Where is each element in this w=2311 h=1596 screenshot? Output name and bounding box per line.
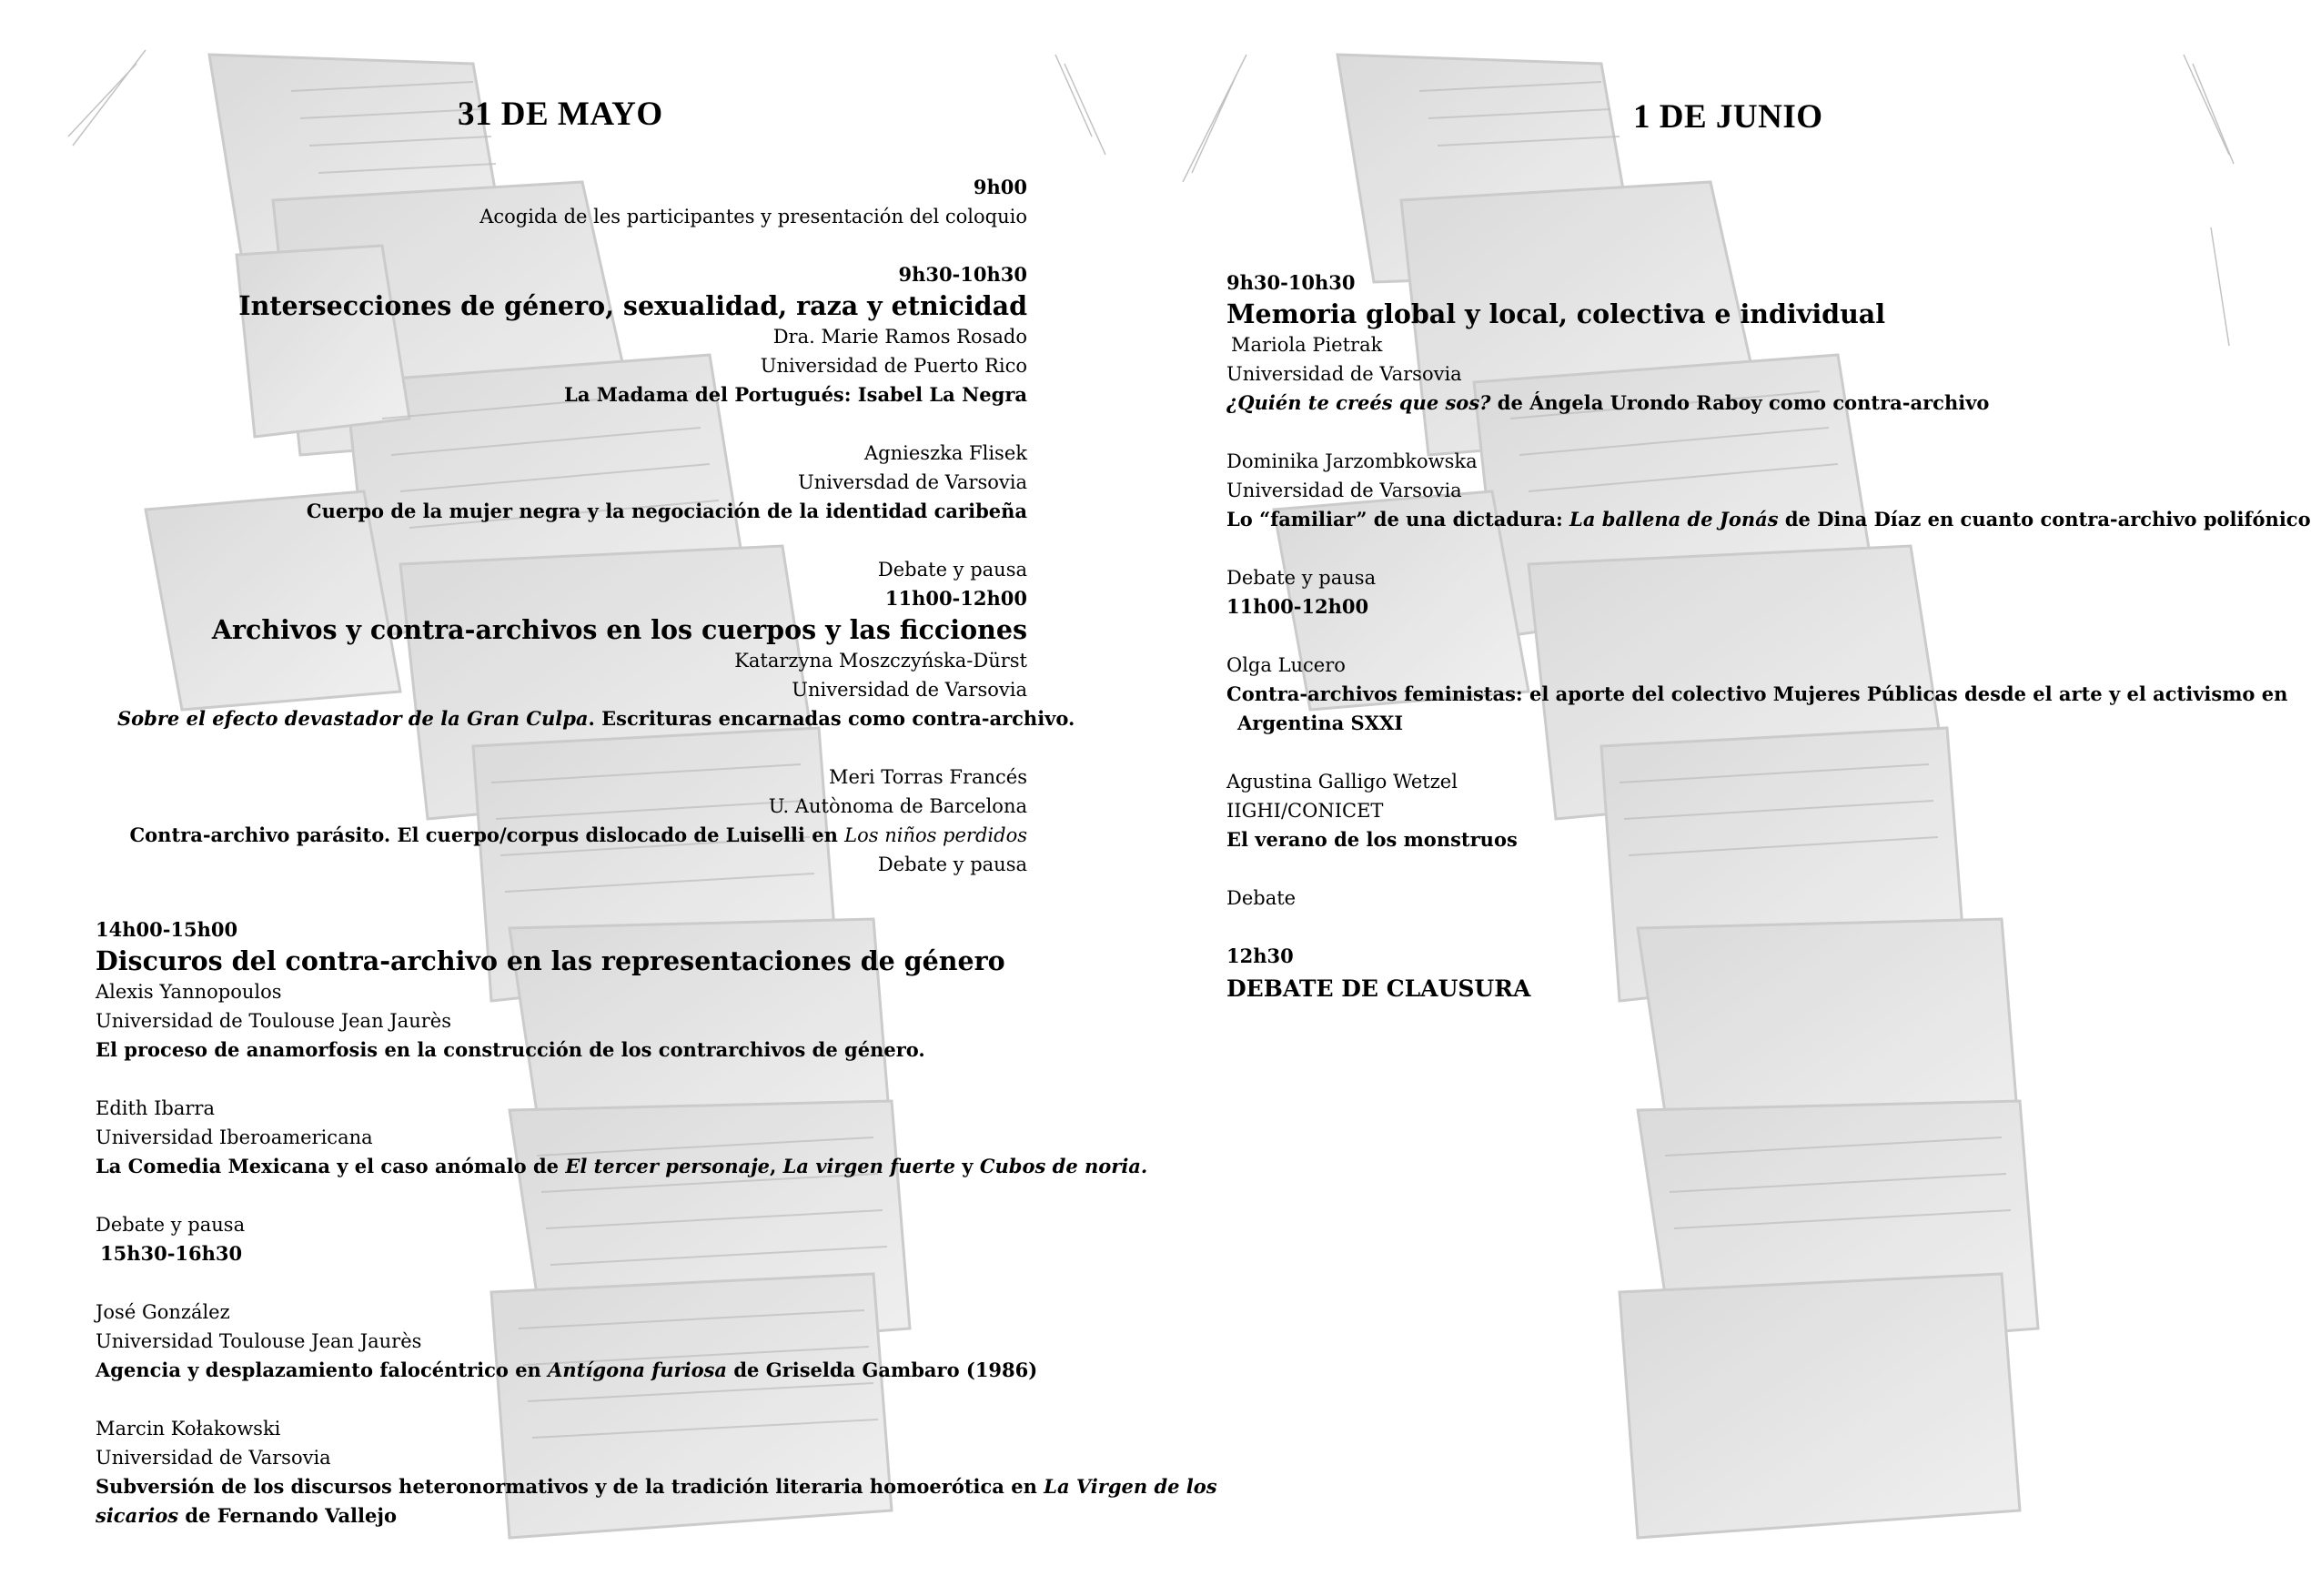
closing-time: 12h30: [1226, 944, 1294, 967]
day2-speaker-4-name: Agustina Galligo Wetzel: [1226, 771, 1458, 793]
session-2-time: 11h00-12h00: [884, 587, 1027, 610]
day2-speaker-1-affiliation: Universidad de Varsovia: [1226, 363, 1462, 385]
day-1-afternoon-block: [96, 915, 1217, 1530]
welcome-time: 9h00: [973, 176, 1027, 198]
day2-session-1-title: Memoria global y local, colectiva e individual: [1226, 298, 1886, 329]
day2-speaker-3-talk-line-2: Argentina SXXI: [1237, 712, 1404, 734]
speaker-8-affiliation: Universidad de Varsovia: [96, 1447, 331, 1469]
session-4-time: 15h30-16h30: [100, 1242, 243, 1265]
speaker-4-affiliation: U. Autònoma de Barcelona: [768, 795, 1027, 817]
day2-break-1: Debate y pausa: [1226, 567, 1377, 589]
speaker-8-talk-line-2: sicarios de Fernando Vallejo: [96, 1504, 397, 1527]
session-1-title: Intersecciones de género, sexualidad, raza y etnicidad: [238, 290, 1027, 321]
session-1-time: 9h30-10h30: [898, 263, 1027, 286]
day-2-block: [1226, 268, 2311, 1007]
day2-session-1-time: 9h30-10h30: [1226, 271, 1356, 294]
speaker-6-name: Edith Ibarra: [96, 1097, 215, 1119]
day-1-title: 31 DE MAYO: [458, 96, 663, 133]
day2-speaker-3-talk-line-1: Contra-archivos feministas: el aporte del colectivo Mujeres Públicas desde el arte y el activismo en: [1226, 682, 2288, 705]
day2-speaker-2-talk: Lo “familiar” de una dictadura: La ballena de Jonás de Dina Díaz en cuanto contra-archivo polifónico: [1226, 508, 2311, 530]
speaker-5-talk: El proceso de anamorfosis en la construcción de los contrarchivos de género.: [96, 1038, 925, 1061]
day-1-morning-block: [117, 173, 1075, 879]
speaker-1-talk: La Madama del Portugués: Isabel La Negra: [564, 383, 1027, 406]
speaker-6-affiliation: Universidad Iberoamericana: [96, 1126, 373, 1148]
speaker-7-talk: Agencia y desplazamiento falocéntrico en Antígona furiosa de Griselda Gambaro (1986): [96, 1359, 1038, 1381]
day-2-title: 1 DE JUNIO: [1633, 98, 1823, 136]
day2-speaker-1-name: Mariola Pietrak: [1231, 334, 1383, 356]
speaker-3-affiliation: Universidad de Varsovia: [792, 679, 1027, 701]
day2-session-2-time: 11h00-12h00: [1226, 595, 1369, 618]
day2-speaker-4-talk: El verano de los monstruos: [1226, 828, 1518, 851]
break-1: Debate y pausa: [877, 559, 1027, 581]
session-2-title: Archivos y contra-archivos en los cuerpos y las ficciones: [211, 614, 1027, 645]
day2-debate: Debate: [1226, 887, 1297, 909]
speaker-6-talk: La Comedia Mexicana y el caso anómalo de El tercer personaje, La virgen fuerte y Cubos de noria.: [96, 1155, 1148, 1177]
speaker-7-name: José González: [96, 1301, 230, 1323]
day2-speaker-2-name: Dominika Jarzombkowska: [1226, 450, 1478, 472]
day2-speaker-4-affiliation: IIGHI/CONICET: [1226, 800, 1384, 822]
day-2-page: [1128, 0, 2311, 1596]
speaker-5-affiliation: Universidad de Toulouse Jean Jaurès: [96, 1010, 451, 1032]
session-3-time: 14h00-15h00: [96, 918, 238, 941]
speaker-3-name: Katarzyna Moszczyńska-Dürst: [734, 650, 1027, 672]
speaker-7-affiliation: Universidad Toulouse Jean Jaurès: [96, 1330, 422, 1352]
speaker-3-talk: Sobre el efecto devastador de la Gran Culpa. Escrituras encarnadas como contra-archivo.: [117, 707, 1075, 730]
break-3: Debate y pausa: [96, 1214, 246, 1236]
closing-title: DEBATE DE CLAUSURA: [1226, 975, 1531, 1002]
speaker-8-talk-line-1: Subversión de los discursos heteronormativos y de la tradición literaria homoerótica en La Virgen de los: [96, 1475, 1217, 1498]
speaker-4-name: Meri Torras Francés: [828, 766, 1027, 788]
break-2: Debate y pausa: [877, 854, 1027, 875]
speaker-1-name: Dra. Marie Ramos Rosado: [772, 326, 1027, 348]
session-3-title: Discuros del contra-archivo en las representaciones de género: [96, 945, 1005, 976]
speaker-2-affiliation: Universdad de Varsovia: [798, 471, 1027, 493]
speaker-1-affiliation: Universidad de Puerto Rico: [760, 355, 1027, 377]
speaker-5-name: Alexis Yannopoulos: [96, 981, 282, 1003]
speaker-2-name: Agnieszka Flisek: [864, 442, 1027, 464]
speaker-8-name: Marcin Kołakowski: [96, 1418, 281, 1439]
speaker-4-talk: Contra-archivo parásito. El cuerpo/corpus dislocado de Luiselli en Los niños perdidos: [129, 823, 1027, 846]
day2-speaker-2-affiliation: Universidad de Varsovia: [1226, 480, 1462, 501]
day2-speaker-1-talk: ¿Quién te creés que sos? de Ángela Urondo Raboy como contra-archivo: [1226, 391, 1990, 414]
welcome-text: Acogida de les participantes y presentación del coloquio: [479, 206, 1027, 227]
day2-speaker-3-name: Olga Lucero: [1226, 654, 1346, 676]
speaker-2-talk: Cuerpo de la mujer negra y la negociación de la identidad caribeña: [306, 500, 1027, 522]
